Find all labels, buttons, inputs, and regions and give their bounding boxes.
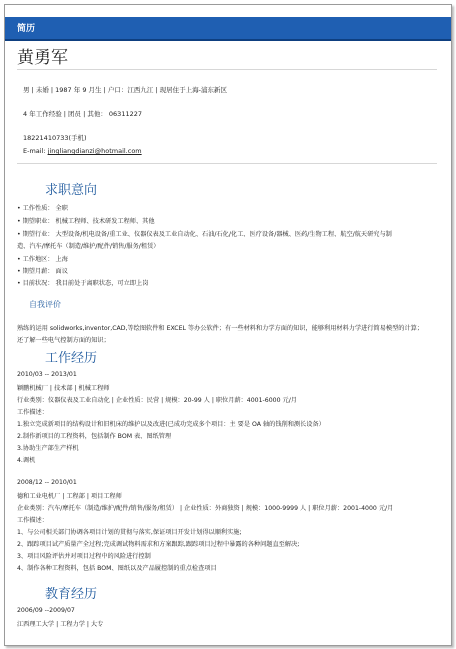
phone: 18221410733(手机) xyxy=(23,134,87,142)
job-desc-line: 2、跟踪项目试产质量产全过程;完成调试物料需求和方案跟踪,跟踪项目过程中暴露的各种问题直至解决; xyxy=(17,541,300,548)
intent-item: • 期望职业： 机械工程师、技术研发工程师、其他 xyxy=(17,218,155,225)
personal-info-line-1: 男 | 未婚 | 1987 年 9 月生 | 户口：江西九江 | 现居住于上海-浦东新区 xyxy=(23,86,228,94)
intent-item: • 期望月薪： 面议 xyxy=(17,268,68,275)
job-desc-line: 3、项目风险评估并对项目过程中的风险进行控制 xyxy=(17,553,151,560)
job-desc-label: 工作描述： xyxy=(17,517,48,524)
divider xyxy=(17,69,437,70)
job-period: 2008/12 -- 2010/01 xyxy=(17,479,77,486)
job-desc-line: 4.调机 xyxy=(17,457,36,464)
person-name: 黄勇军 xyxy=(17,48,68,68)
job-desc-line: 1.独立完成新项目的结构设计和旧机床的维护以及改进(已成功完成多个项目：主 要是 OA 轴的钱削和测长设备） xyxy=(17,421,325,428)
job-desc-label: 工作描述： xyxy=(17,409,48,416)
job-desc-line: 4、制作各种工程资料，包括 BOM、图纸以及产品履控制的重点检查项目 xyxy=(17,565,217,572)
personal-info-line-2: 4 年工作经验 | 团员 | 其他： 06311227 xyxy=(23,110,142,118)
job-desc-line: 1、与公司相关部门协调各项目计划的贯彻与落实,保证项目开发计划得以顺利实施; xyxy=(17,529,242,536)
intent-item: • 目前状况： 我目前处于离职状态，可立即上岗 xyxy=(17,280,149,287)
email-link[interactable]: jingliangdianzi@hotmail.com xyxy=(47,147,142,155)
job-desc-line: 2.制作新项目的工程资料，包括制作 BOM 表、图纸管理 xyxy=(17,433,172,440)
self-eval-line: 还了解一些电气控制方面的知识； xyxy=(17,337,110,344)
job-company: 颖鹏机械厂 | 技术部 | 机械工程师 xyxy=(17,385,110,392)
header-bar xyxy=(5,17,451,41)
section-title-work: 工作经历 xyxy=(45,351,98,366)
email-row xyxy=(23,147,142,155)
education-detail: 江西理工大学 | 工程力学 | 大专 xyxy=(17,621,104,628)
header-title: 简历 xyxy=(17,24,36,34)
self-eval-line: 熟练的运用 solidworks,inventor,CAD,等绘图软件和 EXCEL 等办公软件；有一些材料和力学方面的知识，能够利用材料力学进行简易模型的计算； xyxy=(17,325,424,332)
intent-item: 造、汽车/摩托车（制造/维护/配件/销售/服务/租赁） xyxy=(17,243,160,250)
divider xyxy=(17,163,437,164)
section-title-education: 教育经历 xyxy=(45,587,98,602)
intent-item: • 工作性质： 全职 xyxy=(17,205,68,212)
job-period: 2010/03 -- 2013/01 xyxy=(17,371,77,378)
intent-item: • 期望行业： 大型设备/机电设备/重工业、仪器仪表及工业自动化、石油/石化/化工、医疗设备/器械、医药/生物工程、航空/航天研究与制 xyxy=(17,231,392,238)
job-company: 德和工业电机厂 | 工程部 | 项目工程师 xyxy=(17,493,122,500)
job-desc-line: 3.协助生产部生产样机 xyxy=(17,445,79,452)
job-meta: 行业类别：仪器仪表及工业自动化 | 企业性质：民营 | 规模：20-99 人 | 职位月薪：4001-6000 元/月 xyxy=(17,397,297,404)
email-label: E-mail: xyxy=(23,147,46,155)
resume-page xyxy=(4,4,452,646)
intent-item: • 工作地区： 上海 xyxy=(17,256,68,263)
section-title-self-eval: 自我评价 xyxy=(29,300,61,309)
job-meta: 企业类别：汽车/摩托车（制造/维护/配件/销售/服务/租赁） | 企业性质：外商独资 | 规模：1000-9999 人 | 职位月薪：2001-4000 元/月 xyxy=(17,505,394,512)
education-period: 2006/09 --2009/07 xyxy=(17,607,75,614)
section-title-intent: 求职意向 xyxy=(45,183,98,198)
